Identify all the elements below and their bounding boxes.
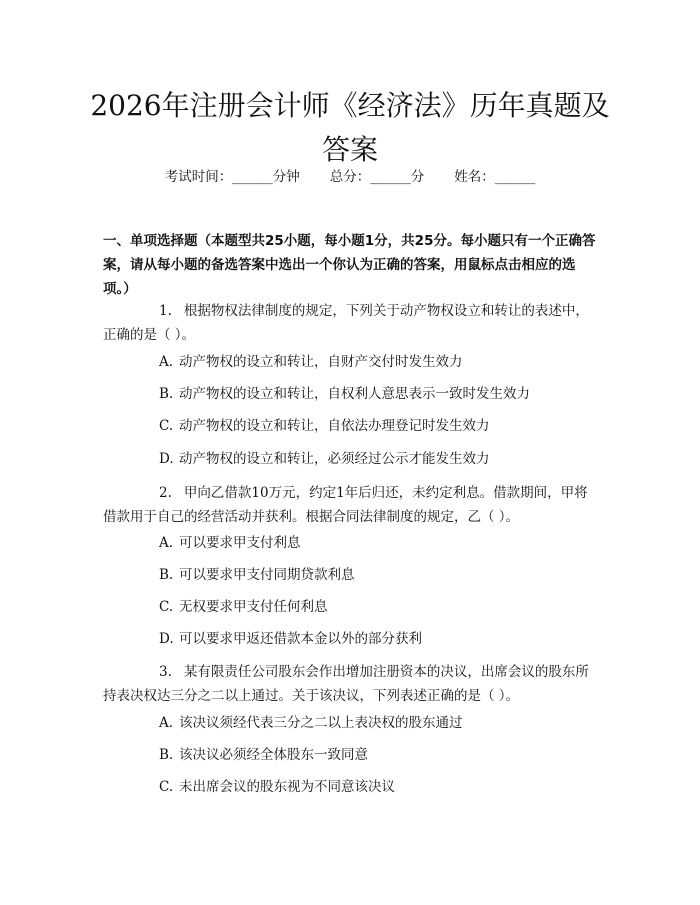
option-letter: B.	[159, 386, 174, 402]
question-3-option-a[interactable]	[159, 712, 600, 734]
question-text: 某有限责任公司股东会作出增加注册资本的决议，出席会议的股东所持表决权达三分之二以上通过。关于该决议，下列表述正确的是（ ）。	[103, 664, 589, 704]
option-text: 无权要求甲支付任何利息	[179, 599, 328, 615]
question-number: 3.	[159, 664, 172, 680]
question-2-option-b[interactable]	[159, 564, 600, 586]
section-heading: 一、单项选择题（本题型共25小题，每小题1分，共25分。每小题只有一个正确答案，请从每小题的备选答案中选出一个你认为正确的答案，用鼠标点击相应的选项。）	[103, 233, 596, 297]
option-letter: B.	[159, 747, 174, 763]
question-text: 甲向乙借款10万元，约定1年后归还，未约定利息。借款期间，甲将借款用于自己的经营活动并获利。根据合同法律制度的规定，乙（ ）。	[103, 485, 588, 525]
question-1-option-c[interactable]	[159, 415, 600, 437]
option-letter: A.	[159, 354, 174, 370]
option-letter: C.	[159, 599, 174, 615]
option-letter: B.	[159, 567, 174, 583]
question-1	[103, 299, 600, 347]
question-text: 根据物权法律制度的规定，下列关于动产物权设立和转让的表述中，正确的是（ ）。	[103, 303, 589, 343]
question-3-option-b[interactable]	[159, 744, 600, 766]
question-2-option-a[interactable]	[159, 532, 600, 554]
option-letter: D.	[159, 631, 174, 647]
option-text: 动产物权的设立和转让，自依法办理登记时发生效力	[179, 418, 490, 434]
option-text: 可以要求甲支付同期贷款利息	[179, 567, 355, 583]
option-text: 动产物权的设立和转让，自权利人意思表示一致时发生效力	[179, 386, 530, 402]
question-3-option-c[interactable]	[159, 776, 600, 798]
option-text: 可以要求甲支付利息	[179, 535, 301, 551]
option-text: 未出席会议的股东视为不同意该决议	[179, 779, 395, 795]
question-1-option-a[interactable]	[159, 351, 600, 373]
question-2	[103, 481, 600, 529]
question-number: 1.	[159, 303, 172, 319]
option-text: 动产物权的设立和转让，自财产交付时发生效力	[179, 354, 463, 370]
document-title: 2026年注册会计师《经济法》历年真题及答案	[90, 89, 610, 166]
question-3	[103, 660, 600, 708]
option-letter: C.	[159, 779, 174, 795]
option-letter: D.	[159, 451, 174, 467]
question-2-option-d[interactable]	[159, 628, 600, 650]
option-letter: A.	[159, 715, 174, 731]
option-letter: C.	[159, 418, 174, 434]
exam-time: 考试时间：______分钟	[164, 169, 300, 185]
option-text: 该决议必须经全体股东一致同意	[179, 747, 368, 763]
question-1-option-d[interactable]	[159, 448, 600, 470]
exam-name: 姓名：______	[454, 169, 536, 185]
question-1-option-b[interactable]	[159, 383, 600, 405]
exam-score: 总分：______分	[329, 169, 425, 185]
exam-meta	[0, 166, 700, 188]
option-text: 动产物权的设立和转让，必须经过公示才能发生效力	[179, 451, 490, 467]
question-2-option-c[interactable]	[159, 596, 600, 618]
option-text: 可以要求甲返还借款本金以外的部分获利	[179, 631, 422, 647]
option-text: 该决议须经代表三分之二以上表决权的股东通过	[179, 715, 463, 731]
option-letter: A.	[159, 535, 174, 551]
question-number: 2.	[159, 485, 172, 501]
